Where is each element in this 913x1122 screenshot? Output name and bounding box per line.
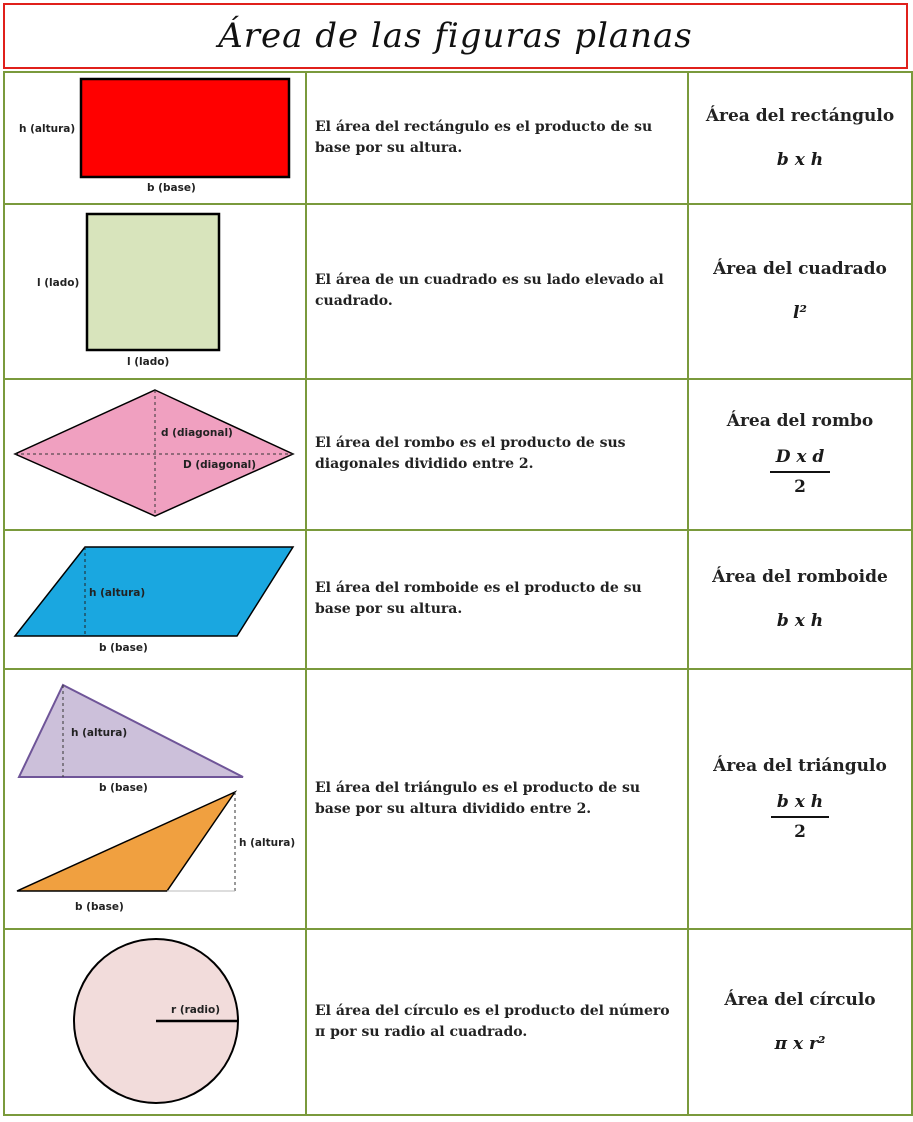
triangle1-shape — [19, 685, 243, 777]
figure-cell — [4, 204, 306, 378]
rectangle-formula-title: Área del rectángulo — [705, 106, 895, 127]
table-row-circle — [4, 929, 912, 1115]
romboid-figure — [5, 531, 303, 668]
title-box — [3, 3, 908, 69]
circle-figure — [5, 930, 303, 1114]
triangle1-base-label: b (base) — [99, 782, 148, 795]
rectangle-height-label: h (altura) — [19, 123, 76, 136]
triangle-description: El área del triángulo es el producto de su base por su altura dividido entre 2. — [306, 669, 688, 928]
square-description: El área de un cuadrado es su lado elevado al cuadrado. — [306, 204, 688, 378]
square-formula: l² — [793, 303, 807, 324]
square-side-bottom-label: l (lado) — [127, 356, 170, 369]
romboid-formula-title: Área del romboide — [712, 567, 888, 588]
formula-cell — [688, 669, 912, 928]
rectangle-shape — [81, 79, 289, 177]
triangle2-shape — [17, 792, 235, 891]
triangle-figure — [5, 670, 303, 927]
romboid-height-label: h (altura) — [89, 586, 146, 599]
formula-cell — [688, 929, 912, 1115]
page-title: Área de las figuras planas — [218, 16, 693, 56]
romboid-formula: b x h — [776, 611, 824, 632]
romboid-base-label: b (base) — [99, 641, 148, 654]
circle-formula-title: Área del círculo — [724, 989, 876, 1010]
triangle-formula-fraction — [771, 792, 829, 842]
rectangle-base-label: b (base) — [147, 182, 196, 195]
rhombus-figure — [5, 380, 303, 529]
romboid-description: El área del romboide es el producto de su base por su altura. — [306, 530, 688, 669]
figure-cell — [4, 379, 306, 530]
formula-cell — [688, 530, 912, 669]
circle-description: El área del círculo es el producto del número π por su radio al cuadrado. — [306, 929, 688, 1115]
triangle1-height-label: h (altura) — [71, 727, 128, 740]
triangle-formula-title: Área del triángulo — [713, 755, 887, 776]
circle-formula: π x r² — [774, 1033, 826, 1054]
major-diagonal-label: D (diagonal) — [183, 458, 257, 471]
figure-cell — [4, 72, 306, 204]
table-row-rectangle — [4, 72, 912, 204]
triangle-formula-denominator: 2 — [794, 821, 806, 842]
formula-cell — [688, 72, 912, 204]
square-side-left-label: l (lado) — [37, 277, 80, 290]
table-row-romboid — [4, 530, 912, 669]
rhombus-formula-fraction — [770, 447, 831, 497]
rhombus-shape — [15, 390, 293, 516]
square-figure — [5, 205, 303, 377]
formula-cell — [688, 204, 912, 378]
table-row-rhombus — [4, 379, 912, 530]
figure-cell — [4, 929, 306, 1115]
square-formula-title: Área del cuadrado — [713, 259, 887, 280]
rectangle-formula: b x h — [776, 150, 824, 171]
square-shape — [87, 214, 219, 350]
table-row-square — [4, 204, 912, 378]
figure-cell — [4, 530, 306, 669]
romboid-shape — [15, 547, 293, 636]
rhombus-description: El área del rombo es el producto de sus diagonales dividido entre 2. — [306, 379, 688, 530]
minor-diagonal-label: d (diagonal) — [161, 426, 233, 439]
circle-radius-label: r (radio) — [171, 1003, 221, 1016]
rectangle-figure — [5, 73, 303, 203]
rectangle-description: El área del rectángulo es el producto de su base por su altura. — [306, 72, 688, 204]
table-row-triangle — [4, 669, 912, 928]
rhombus-formula-denominator: 2 — [794, 477, 806, 498]
rhombus-formula-numerator: D x d — [770, 447, 831, 473]
figure-cell — [4, 669, 306, 928]
triangle2-height-label: h (altura) — [239, 837, 296, 850]
rhombus-formula-title: Área del rombo — [726, 411, 874, 432]
formula-cell — [688, 379, 912, 530]
triangle2-base-label: b (base) — [75, 901, 124, 914]
triangle-formula-numerator: b x h — [771, 792, 829, 818]
areas-table — [3, 71, 913, 1116]
